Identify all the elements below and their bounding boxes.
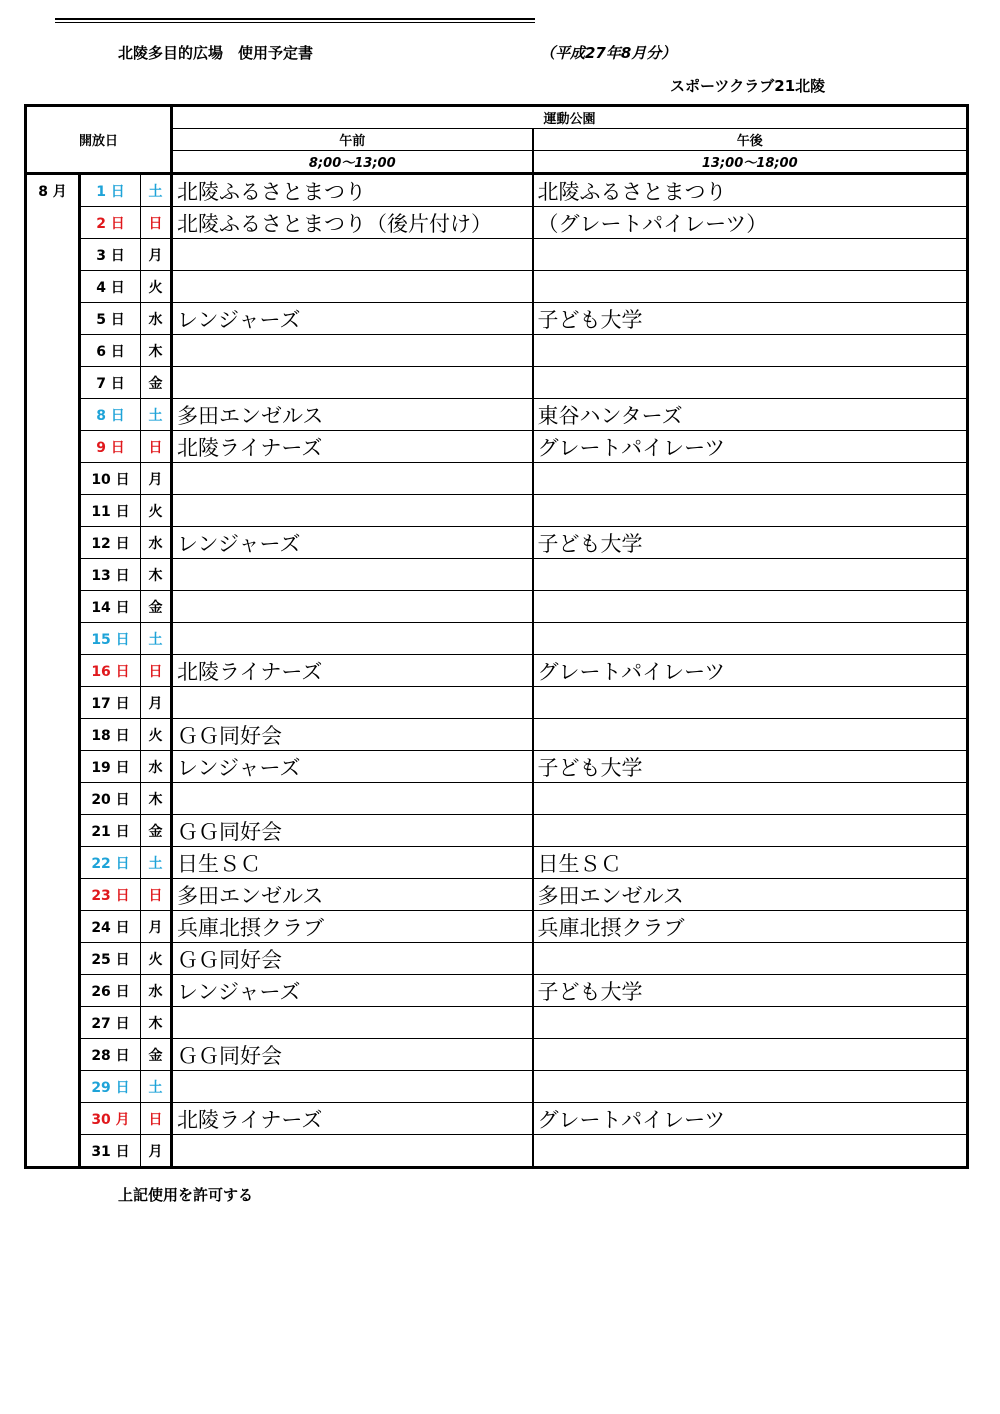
table-row <box>26 655 968 687</box>
table-row <box>26 559 968 591</box>
date-cell: 7 日 <box>80 367 141 399</box>
organization-name: スポーツクラブ21北陵 <box>670 77 826 95</box>
schedule-table <box>24 104 969 1169</box>
weekday-cell: 火 <box>141 495 172 527</box>
pm-event-cell <box>533 463 968 495</box>
weekday-cell: 月 <box>141 1135 172 1168</box>
weekday-cell: 月 <box>141 463 172 495</box>
date-cell: 20 日 <box>80 783 141 815</box>
pm-event-cell <box>533 1007 968 1039</box>
pm-event-cell <box>533 943 968 975</box>
month-cell <box>26 174 80 1168</box>
am-event-cell <box>172 495 533 527</box>
am-event-cell: 北陵ライナーズ <box>172 1103 533 1135</box>
am-event-cell: ＧＧ同好会 <box>172 719 533 751</box>
am-event-cell <box>172 335 533 367</box>
pm-event-cell: グレートパイレーツ <box>533 431 968 463</box>
am-event-cell <box>172 591 533 623</box>
table-row <box>26 1103 968 1135</box>
weekday-cell: 金 <box>141 367 172 399</box>
date-cell: 26 日 <box>80 975 141 1007</box>
date-cell: 9 日 <box>80 431 141 463</box>
date-cell: 5 日 <box>80 303 141 335</box>
pm-event-cell <box>533 1071 968 1103</box>
am-event-cell <box>172 239 533 271</box>
venue-header: 運動公園 <box>172 106 968 129</box>
pm-event-cell: グレートパイレーツ <box>533 655 968 687</box>
weekday-cell: 木 <box>141 783 172 815</box>
weekday-cell: 日 <box>141 431 172 463</box>
am-event-cell <box>172 463 533 495</box>
am-event-cell: ＧＧ同好会 <box>172 1039 533 1071</box>
table-row <box>26 271 968 303</box>
pm-event-cell <box>533 719 968 751</box>
table-row <box>26 463 968 495</box>
weekday-cell: 水 <box>141 527 172 559</box>
table-row <box>26 719 968 751</box>
am-event-cell: 多田エンゼルス <box>172 879 533 911</box>
pm-event-cell <box>533 1135 968 1168</box>
pm-header: 午後 <box>533 129 968 151</box>
table-row <box>26 623 968 655</box>
weekday-cell: 日 <box>141 207 172 239</box>
pm-event-cell: （グレートパイレーツ） <box>533 207 968 239</box>
pm-event-cell: 日生ＳＣ <box>533 847 968 879</box>
approval-text: 上記使用を許可する <box>118 1186 254 1204</box>
date-cell: 24 日 <box>80 911 141 943</box>
pm-event-cell <box>533 239 968 271</box>
am-event-cell: 北陵ライナーズ <box>172 655 533 687</box>
pm-event-cell <box>533 335 968 367</box>
table-row <box>26 815 968 847</box>
document-title: 北陵多目的広場 使用予定書 <box>118 44 314 62</box>
date-cell: 11 日 <box>80 495 141 527</box>
weekday-cell: 月 <box>141 687 172 719</box>
document-period: （平成27年8月分） <box>540 44 677 62</box>
date-cell: 16 日 <box>80 655 141 687</box>
am-event-cell: 北陵ライナーズ <box>172 431 533 463</box>
pm-event-cell <box>533 495 968 527</box>
am-event-cell: 多田エンゼルス <box>172 399 533 431</box>
am-event-cell <box>172 367 533 399</box>
date-cell: 27 日 <box>80 1007 141 1039</box>
am-event-cell <box>172 1071 533 1103</box>
pm-event-cell: 子ども大学 <box>533 751 968 783</box>
pm-event-cell <box>533 623 968 655</box>
pm-event-cell: 子ども大学 <box>533 975 968 1007</box>
table-row <box>26 399 968 431</box>
am-event-cell: ＧＧ同好会 <box>172 943 533 975</box>
am-event-cell: レンジャーズ <box>172 975 533 1007</box>
pm-event-cell: 子ども大学 <box>533 303 968 335</box>
pm-event-cell <box>533 815 968 847</box>
table-row <box>26 1007 968 1039</box>
am-time-header: 8;00～13;00 <box>172 151 533 174</box>
date-cell: 6 日 <box>80 335 141 367</box>
pm-event-cell <box>533 559 968 591</box>
weekday-cell: 水 <box>141 303 172 335</box>
am-event-cell <box>172 783 533 815</box>
pm-event-cell <box>533 271 968 303</box>
table-row <box>26 975 968 1007</box>
table-row <box>26 527 968 559</box>
am-event-cell: ＧＧ同好会 <box>172 815 533 847</box>
table-row <box>26 591 968 623</box>
table-row <box>26 303 968 335</box>
am-event-cell: 日生ＳＣ <box>172 847 533 879</box>
weekday-cell: 月 <box>141 239 172 271</box>
date-cell: 12 日 <box>80 527 141 559</box>
table-row <box>26 879 968 911</box>
pm-event-cell: 多田エンゼルス <box>533 879 968 911</box>
weekday-cell: 日 <box>141 1103 172 1135</box>
date-cell: 30 月 <box>80 1103 141 1135</box>
date-cell: 19 日 <box>80 751 141 783</box>
weekday-cell: 土 <box>141 1071 172 1103</box>
weekday-cell: 金 <box>141 815 172 847</box>
am-event-cell <box>172 687 533 719</box>
date-cell: 14 日 <box>80 591 141 623</box>
date-cell: 15 日 <box>80 623 141 655</box>
date-cell: 10 日 <box>80 463 141 495</box>
weekday-cell: 金 <box>141 591 172 623</box>
am-event-cell: 北陵ふるさとまつり（後片付け） <box>172 207 533 239</box>
pm-event-cell <box>533 783 968 815</box>
weekday-cell: 火 <box>141 271 172 303</box>
weekday-cell: 日 <box>141 879 172 911</box>
table-row <box>26 495 968 527</box>
weekday-cell: 土 <box>141 399 172 431</box>
weekday-cell: 金 <box>141 1039 172 1071</box>
am-event-cell <box>172 1007 533 1039</box>
date-cell: 21 日 <box>80 815 141 847</box>
weekday-cell: 月 <box>141 911 172 943</box>
weekday-cell: 土 <box>141 174 172 207</box>
table-row <box>26 847 968 879</box>
table-row <box>26 239 968 271</box>
date-cell: 17 日 <box>80 687 141 719</box>
table-row <box>26 335 968 367</box>
pm-event-cell: 東谷ハンターズ <box>533 399 968 431</box>
table-row <box>26 174 968 207</box>
pm-event-cell: 北陵ふるさとまつり <box>533 174 968 207</box>
table-row <box>26 1071 968 1103</box>
am-event-cell <box>172 623 533 655</box>
weekday-cell: 土 <box>141 623 172 655</box>
date-cell: 3 日 <box>80 239 141 271</box>
table-row <box>26 207 968 239</box>
pm-event-cell <box>533 1039 968 1071</box>
date-cell: 31 日 <box>80 1135 141 1168</box>
date-cell: 29 日 <box>80 1071 141 1103</box>
table-row <box>26 751 968 783</box>
table-row <box>26 1039 968 1071</box>
table-row <box>26 367 968 399</box>
pm-time-header: 13;00～18;00 <box>533 151 968 174</box>
am-event-cell <box>172 1135 533 1168</box>
am-event-cell: 兵庫北摂クラブ <box>172 911 533 943</box>
am-event-cell <box>172 271 533 303</box>
am-event-cell: レンジャーズ <box>172 303 533 335</box>
weekday-cell: 土 <box>141 847 172 879</box>
top-rule <box>55 18 535 23</box>
open-day-header: 開放日 <box>26 106 172 174</box>
pm-event-cell <box>533 367 968 399</box>
date-cell: 25 日 <box>80 943 141 975</box>
date-cell: 1 日 <box>80 174 141 207</box>
pm-event-cell <box>533 591 968 623</box>
date-cell: 13 日 <box>80 559 141 591</box>
pm-event-cell: 兵庫北摂クラブ <box>533 911 968 943</box>
am-event-cell: 北陵ふるさとまつり <box>172 174 533 207</box>
table-row <box>26 943 968 975</box>
table-row <box>26 783 968 815</box>
table-row <box>26 911 968 943</box>
am-header: 午前 <box>172 129 533 151</box>
weekday-cell: 日 <box>141 655 172 687</box>
date-cell: 23 日 <box>80 879 141 911</box>
am-event-cell <box>172 559 533 591</box>
weekday-cell: 火 <box>141 943 172 975</box>
table-row <box>26 687 968 719</box>
am-event-cell: レンジャーズ <box>172 527 533 559</box>
weekday-cell: 水 <box>141 751 172 783</box>
weekday-cell: 木 <box>141 559 172 591</box>
date-cell: 18 日 <box>80 719 141 751</box>
weekday-cell: 木 <box>141 1007 172 1039</box>
date-cell: 8 日 <box>80 399 141 431</box>
pm-event-cell <box>533 687 968 719</box>
date-cell: 4 日 <box>80 271 141 303</box>
weekday-cell: 水 <box>141 975 172 1007</box>
table-row <box>26 1135 968 1168</box>
table-row <box>26 431 968 463</box>
weekday-cell: 火 <box>141 719 172 751</box>
weekday-cell: 木 <box>141 335 172 367</box>
date-cell: 2 日 <box>80 207 141 239</box>
date-cell: 22 日 <box>80 847 141 879</box>
pm-event-cell: グレートパイレーツ <box>533 1103 968 1135</box>
am-event-cell: レンジャーズ <box>172 751 533 783</box>
pm-event-cell: 子ども大学 <box>533 527 968 559</box>
date-cell: 28 日 <box>80 1039 141 1071</box>
month-label: 8 月 <box>38 184 67 200</box>
